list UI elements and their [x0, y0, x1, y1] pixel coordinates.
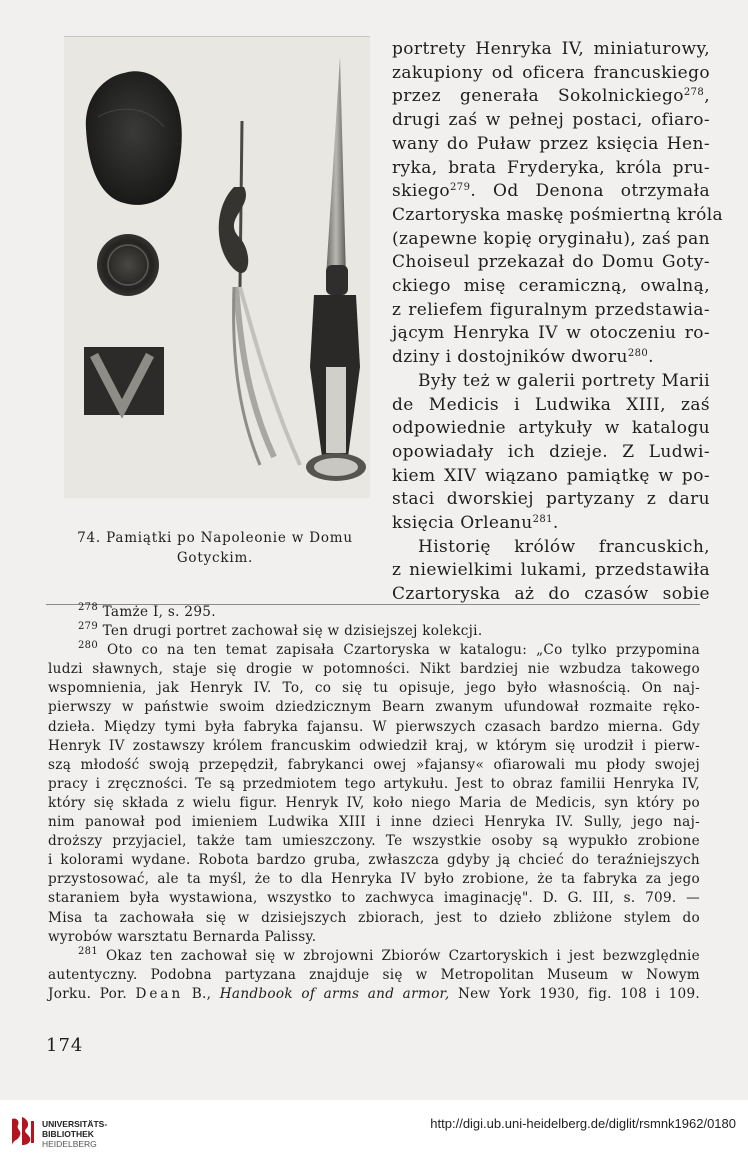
text-line — [392, 512, 710, 536]
body-text-column — [392, 38, 724, 607]
text-line — [392, 85, 710, 109]
library-name — [42, 1119, 107, 1149]
library-name-line: UNIVERSITÄTS- — [42, 1119, 108, 1129]
footnote-ref-278[interactable]: 278 — [683, 87, 705, 99]
footnote-text: Jorku. Por. — [48, 985, 128, 1002]
text-line: z niewielkimi lukami, przedstawiła — [392, 560, 710, 581]
text-line: Były też w galerii portrety Marii — [418, 370, 710, 391]
footnote-line: przystosować, ale ta myśl, że to dla Henryka IV było zrobione, że ta fabryka za jego — [48, 871, 700, 888]
footnote-number: 279 — [78, 621, 98, 633]
viewer-footer — [0, 1100, 748, 1161]
footnote-line: wspomnienia, jak Henryk IV. To, co się tu opisuje, jego było własnością. On naj- — [48, 680, 700, 697]
footnote-line: Misa ta zachowała się w dzisiejszych zbiorach, jest to dzieło zbliżone stylem do — [48, 909, 700, 926]
footnote-line: który się składa z wielu figur. Henryk IV, koło niego Maria de Medicis, syn który po — [48, 794, 700, 811]
text-line — [392, 346, 710, 370]
text-run: księcia Orleanu — [392, 513, 533, 534]
footnote-280 — [48, 641, 700, 660]
footnote-line: autentyczny. Podobna partyzana znajduje się w Metropolitan Museum w Nowym — [48, 966, 700, 983]
footnote-number: 281 — [78, 945, 98, 957]
text-line — [392, 180, 710, 204]
text-line: jącym Henryka IV w otoczeniu ro- — [392, 323, 710, 344]
text-run: . — [648, 347, 654, 368]
footnote-line: Henryk IV zostawszy królem francuskim odwiedził kraj, w którym się urodził i pierw- — [48, 737, 700, 754]
text-line: Choiseul przekazał do Domu Goty- — [392, 252, 710, 273]
footnote-ref-279[interactable]: 279 — [450, 182, 471, 194]
footnote-line — [48, 985, 700, 1004]
footnote-line: nim panował pod imieniem Ludwika XIII i inne dzieci Henryka IV. Sully, jego naj- — [48, 814, 700, 831]
footnote-line: pierwszy w państwie swoim dziedzicznym Bearn zwanym ufundował rozmaite ręko- — [48, 699, 700, 716]
text-run: , — [704, 86, 710, 107]
text-run: dziny i dostojników dworu — [392, 347, 628, 368]
text-line: staci dworskiej partyzany z daru — [392, 489, 710, 510]
footnote-line: szą młodość swoją przepędził, fabrykanci owej »fajansy« ofiarowali mu płody swojej — [48, 756, 700, 773]
footnote-279 — [48, 622, 700, 641]
footnote-text: New York 1930, fig. 108 i 109. — [457, 985, 701, 1002]
footnote-line: dzieła. Między tymi była fabryka fajansu. W pierwszych czasach bardzo mierna. Gdy — [48, 718, 700, 735]
text-line: (zapewne kopię oryginału), zaś pan — [392, 228, 711, 249]
footnote-ref-280[interactable]: 280 — [627, 348, 649, 360]
footnote-ref-281[interactable]: 281 — [532, 514, 553, 526]
caption-line: Gotyckim. — [176, 550, 254, 566]
footnote-text: Tamże I, s. 295. — [102, 604, 216, 620]
permalink-url[interactable]: http://digi.ub.uni-heidelberg.de/diglit/rsmnk1962/0180 — [430, 1116, 736, 1131]
footnote-line: wyrobów warsztatu Bernarda Palissy. — [48, 928, 317, 945]
napoleon-memorabilia-photo — [64, 36, 370, 498]
library-name-line: HEIDELBERG — [42, 1139, 97, 1149]
figure-caption — [54, 528, 376, 568]
text-line: Historię królów francuskich, — [418, 536, 710, 557]
footnote-text: Oto co na ten temat zapisała Czartoryska w katalogu: „Co tylko przypomina — [107, 642, 701, 659]
footnote-number: 280 — [78, 640, 98, 652]
footnote-281 — [48, 947, 700, 966]
text-line: ryka, brata Fryderyka, króla pru- — [392, 157, 710, 178]
text-line: z reliefem figuralnym przedstawia- — [392, 299, 710, 320]
caption-line: 74. Pamiątki po Napoleonie w Domu — [77, 530, 353, 546]
book-title: Handbook of arms and armor, — [219, 985, 450, 1002]
text-line: drugi zaś w pełnej postaci, ofiaro- — [392, 110, 710, 131]
text-line: portrety Henryka IV, miniaturowy, — [392, 39, 710, 59]
footnote-text: Ten drugi portret zachował się w dzisiejszej kolekcji. — [102, 623, 483, 640]
text-line: kiem XIV wiązano pamiątkę w po- — [392, 465, 710, 486]
text-line: Czartoryska maskę pośmiertną króla — [392, 204, 724, 225]
text-line: wany do Puław przez księcia Hen- — [392, 133, 710, 154]
footnote-text: Okaz ten zachował się w zbrojowni Zbiorów Czartoryskich i jest bezwzględnie — [105, 947, 701, 964]
library-name-line: BIBLIOTHEK — [42, 1129, 94, 1139]
text-run: przez generała Sokolnickiego — [392, 86, 684, 107]
text-line: odpowiednie artykuły w katalogu — [392, 418, 710, 439]
footnote-line: staraniem była wystawiona, wszystko to zachwyca imaginację". D. G. III, s. 709. — — [48, 890, 700, 907]
text-line: opowiadały ich dzieje. Z Ludwi- — [392, 441, 710, 462]
text-run: skiego — [392, 181, 451, 202]
author-name: Dean — [135, 985, 184, 1002]
footnote-278 — [48, 603, 700, 622]
text-run: . — [552, 513, 559, 534]
footnote-text: B., — [191, 985, 212, 1002]
text-line: Czartoryska aż do czasów sobie — [392, 584, 710, 605]
university-library-logo-icon[interactable] — [10, 1115, 36, 1147]
footnotes — [48, 603, 700, 1004]
text-line: ckiego misę ceramiczną, owalną, — [392, 276, 710, 297]
footnote-line: i kolorami wydane. Robota bardzo gruba, zwłaszcza gdyby ją chcieć do teraźniejszych — [48, 852, 700, 869]
page-number: 174 — [46, 1035, 84, 1056]
text-line: zakupiony od oficera francuskiego — [392, 62, 710, 83]
footnote-line: droższy przyjaciel, także tam umieszczony. Te wszystkie osoby są wypukło zrobione — [48, 833, 700, 850]
text-line: de Medicis i Ludwika XIII, zaś — [392, 394, 710, 415]
footnote-number: 278 — [78, 602, 98, 613]
text-run: . Od Denona otrzymała — [470, 181, 710, 202]
footnote-line: ludzi sławnych, staje się drogie w potomności. Nikt bardziej nie wzbudza takowego — [48, 661, 700, 678]
footnote-line: pracy i zręczności. Te są przedmiotem tego artykułu. Jest to obraz familii Henryka IV, — [48, 775, 700, 792]
photo-illustration — [64, 37, 370, 499]
